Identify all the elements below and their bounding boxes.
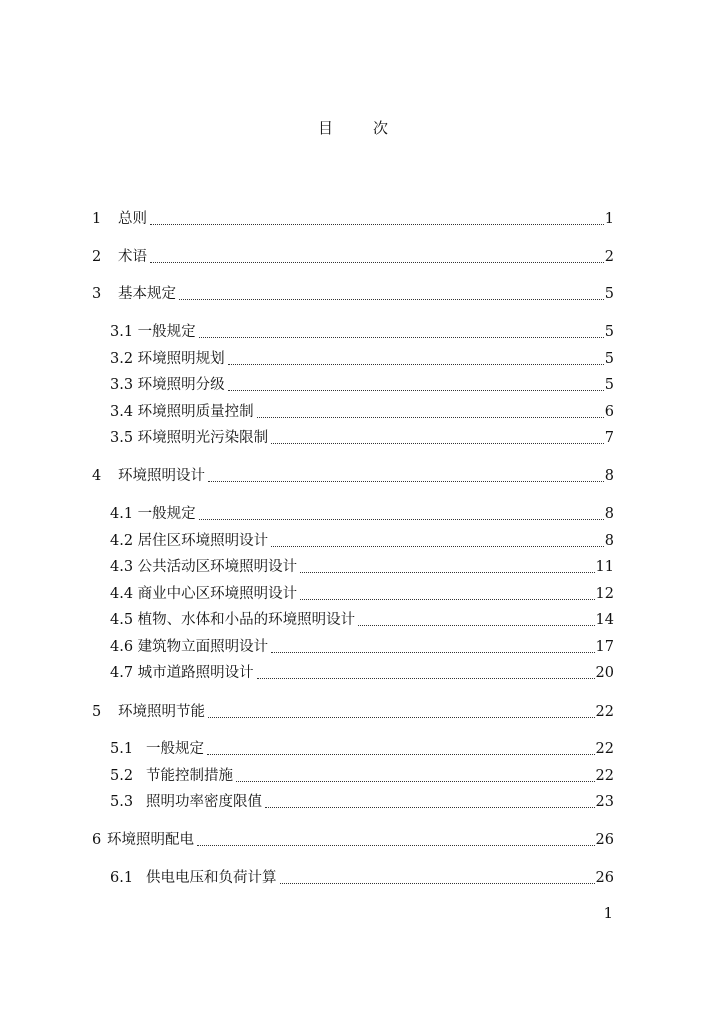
toc-entry[interactable] bbox=[92, 702, 614, 722]
toc-entry-label: 一般规定 bbox=[146, 741, 204, 757]
toc-entry-page: 22 bbox=[595, 768, 614, 784]
toc-entry-page: 20 bbox=[595, 665, 614, 681]
toc-entry-number: 3.4 bbox=[110, 404, 134, 420]
toc-entry-number: 4.3 bbox=[110, 559, 134, 575]
toc-entry-page: 8 bbox=[604, 533, 614, 549]
dot-leader bbox=[300, 599, 594, 600]
toc-entry-number: 4.7 bbox=[110, 665, 134, 681]
toc-entry-page: 6 bbox=[604, 404, 614, 420]
toc-entry-label: 照明功率密度限值 bbox=[146, 794, 262, 810]
toc-entry-page: 7 bbox=[604, 430, 614, 446]
toc-entry-number: 3.2 bbox=[110, 351, 134, 367]
toc-entry-page: 2 bbox=[604, 249, 614, 265]
toc-entry-label: 商业中心区环境照明设计 bbox=[137, 586, 298, 602]
dot-leader bbox=[199, 519, 604, 520]
toc-entry-page: 1 bbox=[604, 211, 614, 227]
toc-entry-page: 5 bbox=[604, 351, 614, 367]
toc-entry[interactable] bbox=[110, 739, 614, 759]
toc-entry[interactable] bbox=[110, 584, 614, 604]
toc-entry-label: 总则 bbox=[118, 211, 147, 227]
toc-entry-label: 环境照明配电 bbox=[107, 832, 194, 848]
toc-entry[interactable] bbox=[110, 531, 614, 551]
dot-leader bbox=[208, 481, 604, 482]
dot-leader bbox=[150, 224, 604, 225]
toc-entry[interactable] bbox=[92, 466, 614, 486]
dot-leader bbox=[236, 781, 595, 782]
toc-entry-page: 8 bbox=[604, 468, 614, 484]
toc-entry-number: 5 bbox=[92, 704, 102, 720]
toc-entry-number: 4 bbox=[92, 468, 102, 484]
dot-leader bbox=[271, 652, 594, 653]
dot-leader bbox=[150, 262, 604, 263]
dot-leader bbox=[300, 572, 594, 573]
toc-entry-number: 4.6 bbox=[110, 639, 134, 655]
toc-title bbox=[0, 117, 706, 138]
toc-entry-label: 城市道路照明设计 bbox=[137, 665, 254, 681]
toc-entry[interactable] bbox=[92, 284, 614, 304]
dot-leader bbox=[179, 299, 604, 300]
toc-entry-number: 4.2 bbox=[110, 533, 134, 549]
toc-entry[interactable] bbox=[110, 868, 614, 888]
toc-entry[interactable] bbox=[92, 830, 614, 850]
dot-leader bbox=[280, 883, 595, 884]
toc-entry[interactable] bbox=[110, 402, 614, 422]
dot-leader bbox=[358, 625, 594, 626]
toc-entry-label: 环境照明质量控制 bbox=[137, 404, 254, 420]
toc-entry-label: 环境照明光污染限制 bbox=[137, 430, 269, 446]
toc-entry-label: 环境照明节能 bbox=[118, 704, 205, 720]
toc-entry-page: 11 bbox=[595, 559, 614, 575]
dot-leader bbox=[207, 754, 595, 755]
toc-entry-number: 5.1 bbox=[110, 741, 134, 757]
toc-entry-label: 环境照明分级 bbox=[137, 377, 225, 393]
toc-entry-page: 23 bbox=[595, 794, 614, 810]
toc-entry-page: 22 bbox=[595, 741, 614, 757]
toc-entry-number: 3.5 bbox=[110, 430, 134, 446]
toc-entry-label: 供电电压和负荷计算 bbox=[146, 870, 277, 886]
toc-entry-label: 术语 bbox=[118, 249, 147, 265]
toc-entry[interactable] bbox=[110, 504, 614, 524]
toc-entry[interactable] bbox=[110, 766, 614, 786]
dot-leader bbox=[271, 546, 604, 547]
toc-entry-label: 一般规定 bbox=[137, 506, 196, 522]
toc-entry[interactable] bbox=[110, 637, 614, 657]
toc-entry[interactable] bbox=[110, 322, 614, 342]
dot-leader bbox=[197, 845, 595, 846]
toc-entry-page: 17 bbox=[595, 639, 614, 655]
dot-leader bbox=[265, 807, 595, 808]
toc-entry-label: 居住区环境照明设计 bbox=[137, 533, 269, 549]
toc-entry-page: 5 bbox=[604, 324, 614, 340]
dot-leader bbox=[271, 443, 604, 444]
toc-entry-number: 5.3 bbox=[110, 794, 134, 810]
toc-entry-number: 3.1 bbox=[110, 324, 134, 340]
toc-entry[interactable] bbox=[110, 663, 614, 683]
toc-title-char-1: 目 bbox=[317, 119, 333, 137]
toc-entry[interactable] bbox=[110, 792, 614, 812]
toc-entry-number: 2 bbox=[92, 249, 102, 265]
toc-entry-label: 基本规定 bbox=[118, 286, 176, 302]
toc-entry-label: 公共活动区环境照明设计 bbox=[137, 559, 298, 575]
toc-entry-label: 节能控制措施 bbox=[146, 768, 233, 784]
toc-entry[interactable] bbox=[110, 428, 614, 448]
dot-leader bbox=[228, 364, 604, 365]
dot-leader bbox=[257, 678, 595, 679]
toc-entry-page: 5 bbox=[604, 286, 614, 302]
toc-entry-page: 5 bbox=[604, 377, 614, 393]
toc-entry[interactable] bbox=[92, 209, 614, 229]
toc-entry-number: 4.4 bbox=[110, 586, 134, 602]
toc-entry-page: 26 bbox=[595, 832, 614, 848]
toc-entry-number: 6.1 bbox=[110, 870, 134, 886]
toc-entry-page: 14 bbox=[595, 612, 614, 628]
toc-entry-page: 12 bbox=[595, 586, 614, 602]
toc-entry-number: 3 bbox=[92, 286, 102, 302]
toc-entry-label: 建筑物立面照明设计 bbox=[137, 639, 269, 655]
toc-entry-page: 22 bbox=[595, 704, 614, 720]
toc-entry-label: 环境照明规划 bbox=[137, 351, 225, 367]
page-number: 1 bbox=[603, 904, 613, 922]
toc-entry-number: 5.2 bbox=[110, 768, 134, 784]
toc-entry-page: 8 bbox=[604, 506, 614, 522]
dot-leader bbox=[257, 417, 604, 418]
toc-entry[interactable] bbox=[110, 349, 614, 369]
toc-entry-number: 3.3 bbox=[110, 377, 134, 393]
toc-entry[interactable] bbox=[110, 557, 614, 577]
toc-entry[interactable] bbox=[110, 375, 614, 395]
dot-leader bbox=[199, 337, 604, 338]
toc-entry-number: 4.5 bbox=[110, 612, 134, 628]
toc-entry[interactable] bbox=[92, 247, 614, 267]
toc-entry[interactable] bbox=[110, 610, 614, 630]
toc-entry-label: 植物、水体和小品的环境照明设计 bbox=[137, 612, 356, 628]
toc-entry-number: 1 bbox=[92, 211, 102, 227]
dot-leader bbox=[228, 390, 604, 391]
toc-entry-number: 4.1 bbox=[110, 506, 134, 522]
toc-entry-label: 一般规定 bbox=[137, 324, 196, 340]
dot-leader bbox=[208, 717, 595, 718]
toc-entry-page: 26 bbox=[595, 870, 614, 886]
toc-entry-label: 环境照明设计 bbox=[118, 468, 205, 484]
toc-title-char-2: 次 bbox=[373, 119, 389, 137]
toc-entry-number: 6 bbox=[92, 832, 102, 848]
